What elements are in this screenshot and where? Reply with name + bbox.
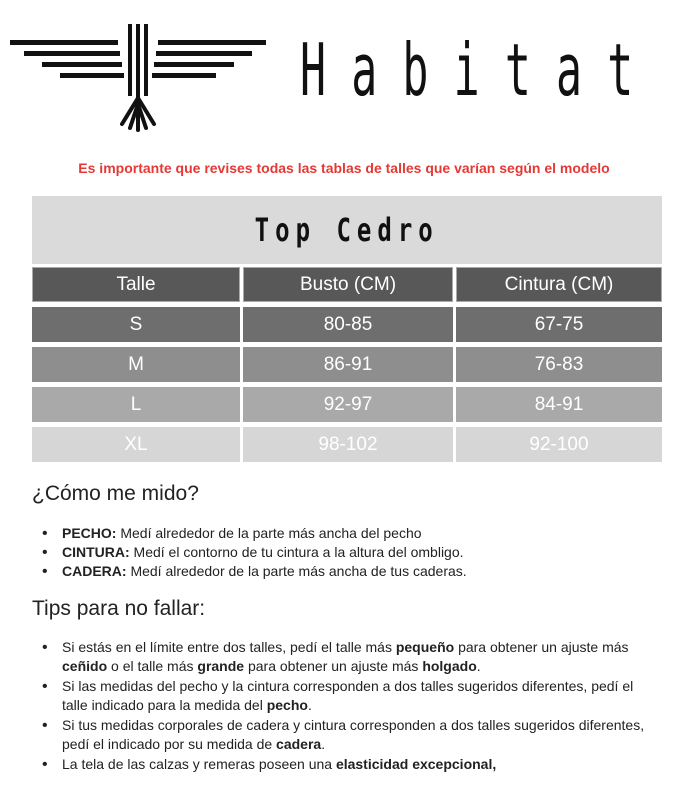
list-item: • PECHO: Medí alrededor de la parte más ancha del pecho: [32, 524, 662, 543]
list-item: • Si estás en el límite entre dos talles, pedí el talle más pequeño para obtener un ajuste más ceñido o el talle más grande para obtener un ajuste más holgado.: [32, 638, 662, 676]
table-cell: S: [32, 307, 240, 342]
habitat-bird-logo-icon: [10, 24, 266, 134]
table-cell: 98-102: [243, 427, 453, 462]
table-title: Top Cedro: [254, 211, 440, 249]
list-item: • Si tus medidas corporales de cadera y cintura corresponden a dos talles sugeridos diferentes, pedí el indicado por su medida de cadera.: [32, 716, 662, 754]
how-to-measure-list: [32, 524, 662, 581]
how-to-measure-title: ¿Cómo me mido?: [32, 482, 199, 505]
tips-list: [32, 638, 662, 775]
table-cell: 92-100: [456, 427, 662, 462]
table-cell: 92-97: [243, 387, 453, 422]
table-cell: 86-91: [243, 347, 453, 382]
table-cell: 67-75: [456, 307, 662, 342]
size-chart-notice: Es importante que revises todas las tablas de talles que varían según el modelo: [78, 160, 610, 176]
table-title-box: [32, 196, 662, 264]
table-cell: L: [32, 387, 240, 422]
brand-name: Habitat: [300, 28, 659, 112]
table-cell: 76-83: [456, 347, 662, 382]
header-busto: Busto (CM): [243, 267, 453, 302]
table-cell: M: [32, 347, 240, 382]
tips-title: Tips para no fallar:: [32, 597, 206, 620]
table-cell: XL: [32, 427, 240, 462]
list-item: • CINTURA: Medí el contorno de tu cintura a la altura del ombligo.: [32, 543, 662, 562]
table-cell: 84-91: [456, 387, 662, 422]
list-item: • CADERA: Medí alrededor de la parte más ancha de tus caderas.: [32, 562, 662, 581]
header-cintura: Cintura (CM): [456, 267, 662, 302]
table-cell: 80-85: [243, 307, 453, 342]
list-item: • Si las medidas del pecho y la cintura corresponden a dos talles sugeridos diferentes, pedí el talle indicado para la medida del pecho.: [32, 677, 662, 715]
size-table: [32, 267, 662, 462]
header-talle: Talle: [32, 267, 240, 302]
list-item: • La tela de las calzas y remeras poseen una elasticidad excepcional,: [32, 755, 662, 774]
